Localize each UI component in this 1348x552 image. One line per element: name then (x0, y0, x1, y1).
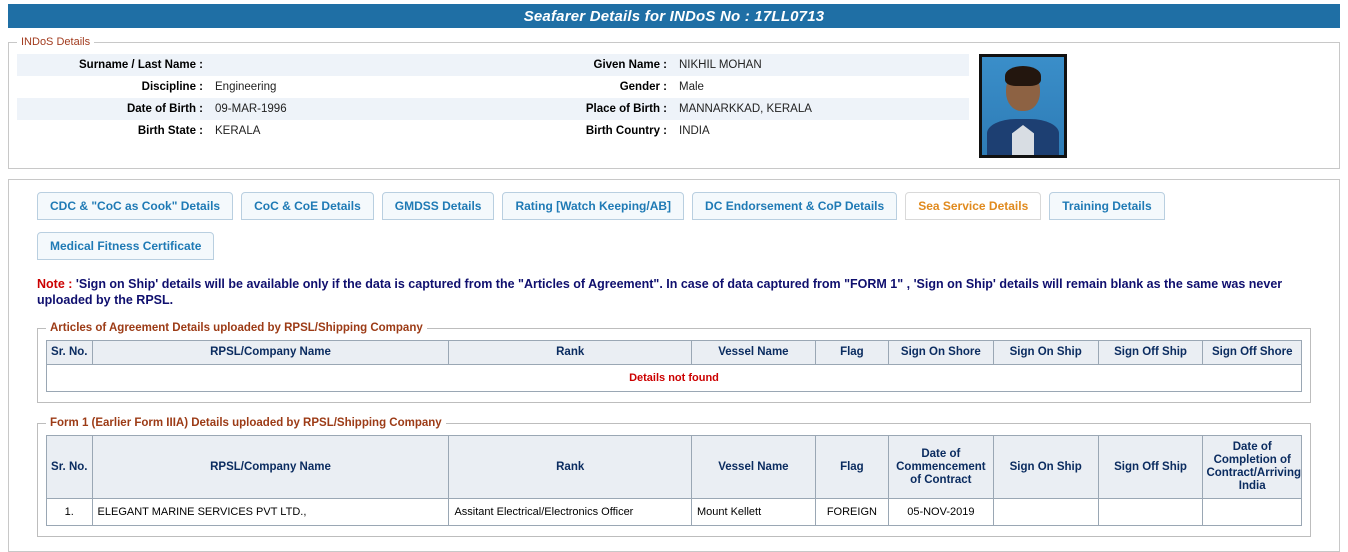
note-text: 'Sign on Ship' details will be available only if the data is captured from the "Articles of Agreement". In case of data captured from "FORM 1" , 'Sign on Ship' details will remain blank as the same was never uploaded by the RPSL. (37, 277, 1283, 307)
aoa-col-vessel: Vessel Name (691, 341, 815, 365)
seafarer-photo (979, 54, 1067, 158)
discipline-label: Discipline : (141, 81, 203, 93)
form1-cell-sr-no: 1. (47, 499, 93, 526)
indos-details-table (17, 54, 969, 142)
form1-cell-completion (1203, 499, 1302, 526)
note-label: Note : (37, 277, 73, 291)
articles-of-agreement-legend: Articles of Agreement Details uploaded by RPSL/Shipping Company (50, 322, 423, 334)
form1-col-completion: Date of Completion of Contract/Arriving India (1203, 436, 1302, 499)
form1-section (37, 417, 1311, 537)
page-root (0, 4, 1348, 552)
dob-value: 09-MAR-1996 (209, 98, 511, 120)
tab-rating-watch-keeping[interactable]: Rating [Watch Keeping/AB] (502, 192, 684, 220)
table-row (17, 54, 969, 76)
tab-gmdss[interactable]: GMDSS Details (382, 192, 495, 220)
indos-details-legend: INDoS Details (21, 36, 91, 48)
sea-service-note (37, 276, 1311, 308)
birth-country-label: Birth Country : (585, 125, 667, 137)
aoa-col-company: RPSL/Company Name (92, 341, 449, 365)
birth-state-label: Birth State : (137, 125, 203, 137)
birth-state-value: KERALA (215, 125, 261, 137)
form1-col-company: RPSL/Company Name (92, 436, 449, 499)
form1-cell-sign-on-ship (993, 499, 1098, 526)
dob-label: Date of Birth : (17, 98, 209, 120)
gender-label: Gender : (619, 81, 667, 93)
tab-medical-fitness-certificate[interactable]: Medical Fitness Certificate (37, 232, 214, 260)
articles-of-agreement-section (37, 322, 1311, 403)
form1-col-sr-no: Sr. No. (47, 436, 93, 499)
tab-bar (19, 190, 1329, 260)
tab-dc-endorsement-cop[interactable]: DC Endorsement & CoP Details (692, 192, 897, 220)
aoa-col-sr-no: Sr. No. (47, 341, 93, 365)
discipline-value: Engineering (215, 81, 277, 93)
form1-legend: Form 1 (Earlier Form IIIA) Details uploaded by RPSL/Shipping Company (50, 417, 442, 429)
form1-cell-vessel: Mount Kellett (691, 499, 815, 526)
birth-country-value: INDIA (679, 125, 710, 137)
tab-cdc-coc-as-cook[interactable]: CDC & "CoC as Cook" Details (37, 192, 233, 220)
photo-hair (1005, 66, 1041, 86)
form1-col-sign-off-ship: Sign Off Ship (1098, 436, 1203, 499)
form1-col-flag: Flag (815, 436, 888, 499)
aoa-col-flag: Flag (815, 341, 888, 365)
table-header-row (47, 341, 1302, 365)
form1-col-rank: Rank (449, 436, 692, 499)
form1-col-sign-on-ship: Sign On Ship (993, 436, 1098, 499)
given-name-value: NIKHIL MOHAN (673, 54, 969, 76)
aoa-empty-message: Details not found (47, 365, 1302, 392)
table-row (47, 365, 1302, 392)
table-header-row (47, 436, 1302, 499)
table-row (17, 98, 969, 120)
details-tab-panel (8, 179, 1340, 552)
table-row (47, 499, 1302, 526)
form1-cell-rank: Assitant Electrical/Electronics Officer (449, 499, 692, 526)
surname-label: Surname / Last Name : (17, 54, 209, 76)
aoa-col-sign-on-ship: Sign On Ship (993, 341, 1098, 365)
table-row (17, 120, 969, 142)
table-row (17, 76, 969, 98)
form1-col-commencement: Date of Commencement of Contract (888, 436, 993, 499)
place-of-birth-value: MANNARKKAD, KERALA (673, 98, 969, 120)
tab-sea-service[interactable]: Sea Service Details (905, 192, 1041, 220)
form1-cell-sign-off-ship (1098, 499, 1203, 526)
given-name-label: Given Name : (511, 54, 673, 76)
articles-of-agreement-table (46, 340, 1302, 392)
surname-value (209, 54, 511, 76)
tab-coc-coe[interactable]: CoC & CoE Details (241, 192, 374, 220)
gender-value: Male (679, 81, 704, 93)
aoa-col-sign-off-ship: Sign Off Ship (1098, 341, 1203, 365)
form1-cell-commencement: 05-NOV-2019 (888, 499, 993, 526)
place-of-birth-label: Place of Birth : (511, 98, 673, 120)
aoa-col-sign-off-shore: Sign Off Shore (1203, 341, 1302, 365)
form1-cell-company: ELEGANT MARINE SERVICES PVT LTD., (92, 499, 449, 526)
aoa-col-sign-on-shore: Sign On Shore (888, 341, 993, 365)
form1-col-vessel: Vessel Name (691, 436, 815, 499)
form1-cell-flag: FOREIGN (815, 499, 888, 526)
tab-training[interactable]: Training Details (1049, 192, 1164, 220)
page-title: Seafarer Details for INDoS No : 17LL0713 (8, 4, 1340, 28)
indos-details-section (8, 36, 1340, 169)
aoa-col-rank: Rank (449, 341, 692, 365)
form1-table (46, 435, 1302, 526)
